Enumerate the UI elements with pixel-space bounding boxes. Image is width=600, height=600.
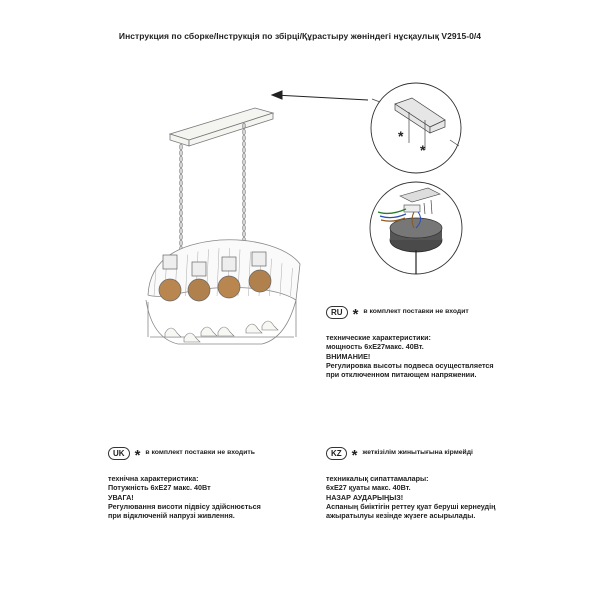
star-icon: * [351, 447, 358, 464]
not-included-note: в комплект поставки не входит [363, 308, 469, 316]
instruction-title: Инструкция по сборке/Інструкція по збірці/Құрастыру жөніндегі нұсқаулық V2915-0/4 [118, 31, 482, 41]
spec-heading: технические характеристики: [326, 333, 431, 342]
bird-figures [165, 321, 278, 342]
lang-badge: UK [108, 447, 130, 460]
star-mark: * [420, 142, 426, 158]
warning-text-2: при отключенном питающем напряжении. [326, 370, 477, 380]
spec-heading: техникалық сипаттамалары: [326, 474, 429, 483]
section-kz [326, 446, 596, 520]
warning-label: ВНИМАНИЕ! [326, 351, 371, 361]
lang-badge: KZ [326, 447, 347, 460]
arrow-icon [272, 91, 368, 100]
section-uk [108, 446, 308, 520]
canopy-wiring-detail [370, 182, 462, 274]
section-ru [326, 305, 586, 379]
mounting-bracket-detail [371, 83, 461, 173]
not-included-note: жеткізілім жинытығына кірмейді [362, 449, 473, 457]
spec-heading: технічна характеристика: [108, 474, 199, 483]
warning-label: УВАГА! [108, 492, 134, 502]
ceiling-bar [170, 108, 273, 146]
warning-text-2: при відключеній напрузі живлення. [108, 511, 235, 521]
warning-text-2: ажыратылуы кезінде жүзеге асырылады. [326, 511, 476, 521]
warning-text-1: Аспаның биіктігін реттеу қуат беруші кернеудің [326, 501, 496, 511]
lang-badge: RU [326, 306, 348, 319]
spec-power: Потужність 6хЕ27 макс. 40Вт [108, 483, 211, 493]
spec-power: мощность 6хЕ27макс. 40Вт. [326, 342, 424, 352]
warning-text-1: Регулювання висоти підвісу здійснюється [108, 501, 261, 511]
not-included-note: в комплект поставки не входить [145, 449, 255, 457]
warning-text-1: Регулировка высоты подвеса осуществляется [326, 360, 494, 370]
warning-label: НАЗАР АУДАРЫҢЫЗ! [326, 492, 404, 502]
star-mark: * [398, 128, 404, 144]
spec-power: 6хЕ27 қуаты макс. 40Вт. [326, 483, 411, 493]
star-icon: * [134, 447, 141, 464]
star-icon: * [352, 306, 359, 323]
